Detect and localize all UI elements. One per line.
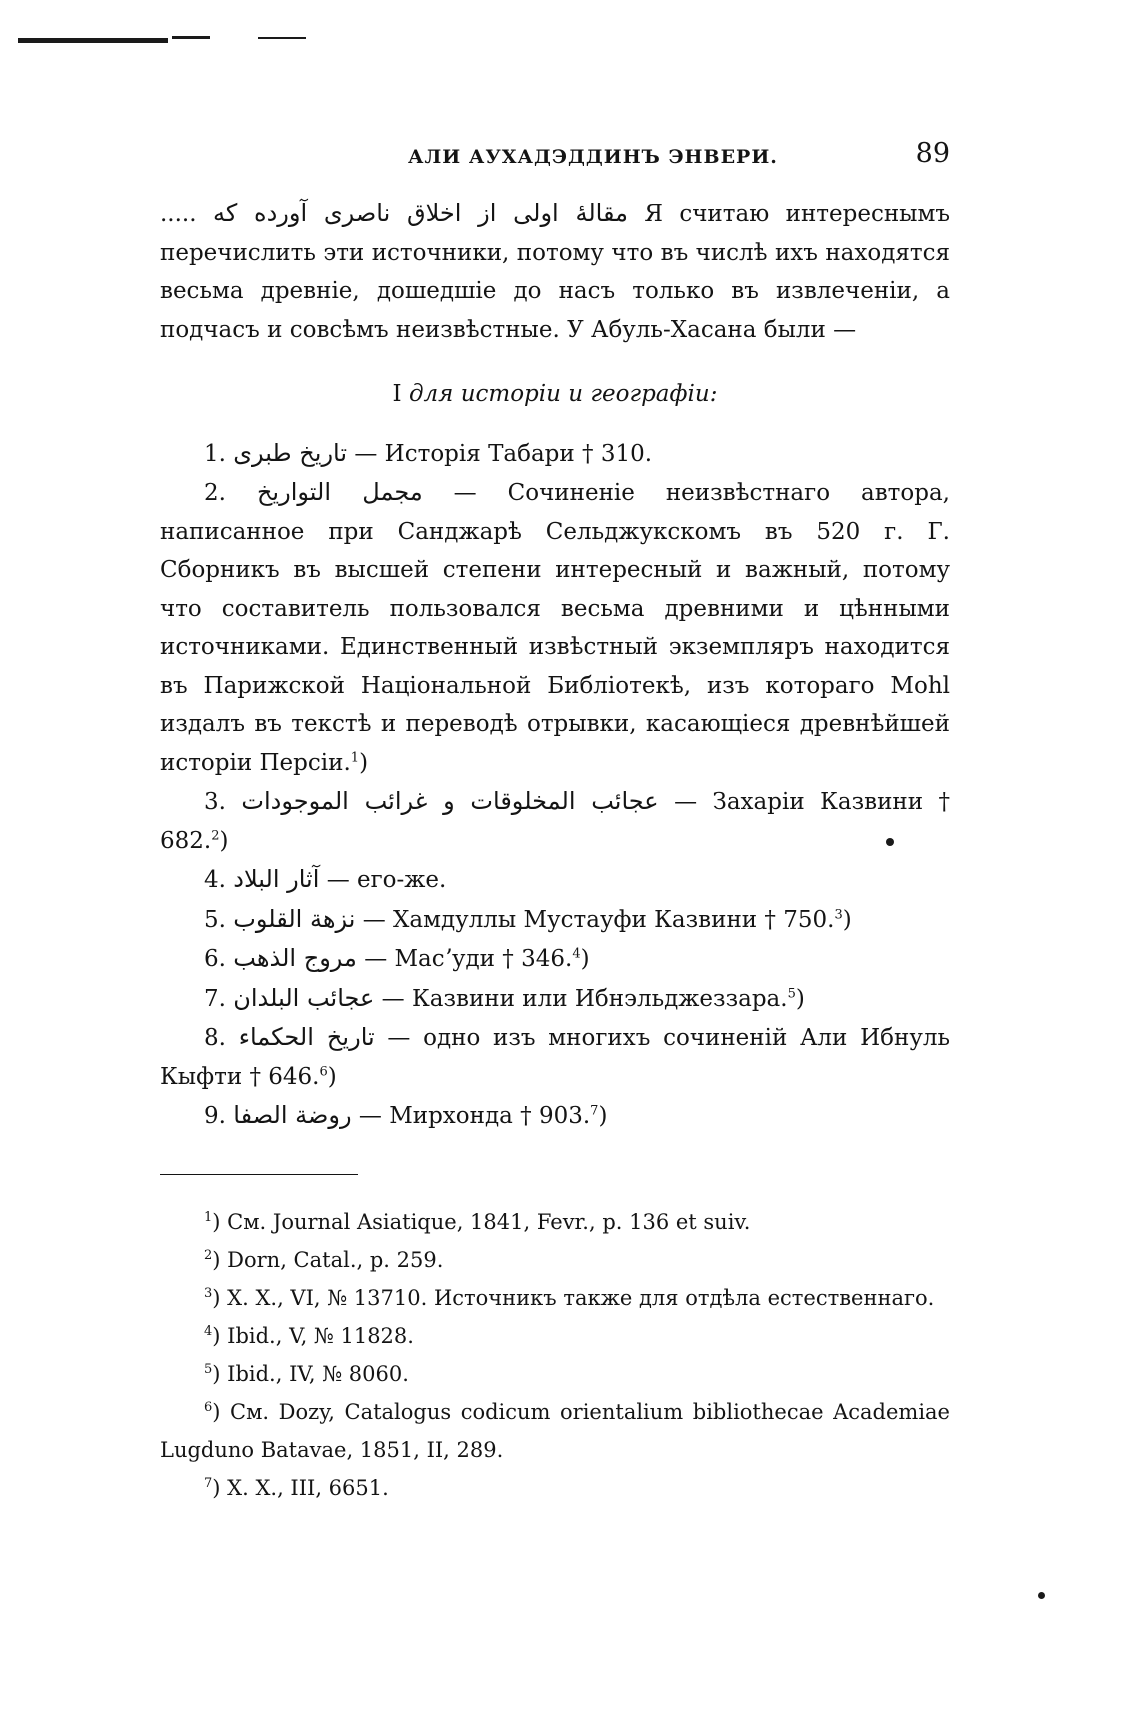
intro-arabic: مقالهٔ اولی از اخلاق ناصری آورده که (212, 199, 628, 227)
intro-text: Я считаю интереснымъ перечислить эти источники, потому что въ числѣ ихъ находятся весьма древніе, дошедшіе до насъ только въ извлеченіи, а подчасъ и совсѣмъ неизвѣстные. У Абуль-Хасана были — (160, 201, 951, 343)
source-number: 2. (204, 480, 226, 506)
footnote: $^1$) См. Journal Asiatique, 1841, Fevr., p. 136 et suiv. (204, 1209, 751, 1234)
source-item (160, 434, 950, 474)
source-number: 9. (204, 1103, 226, 1129)
footnote-ref: 5 (787, 985, 796, 1001)
footnote-text: См. Journal Asiatique, 1841, Fevr., p. 136 et suiv. (227, 1209, 751, 1234)
source-item: 6. مروج الذهب — Масʼуди † 346.$^4$) (204, 944, 590, 972)
source-description: — Мирхонда † 903. (358, 1103, 591, 1129)
footnote-ref: 3 (834, 906, 843, 922)
footnote-ref: 7 (590, 1103, 599, 1119)
footnote-text: X. X., VI, № 13710. Источникъ также для отдѣла естественнаго. (227, 1285, 935, 1310)
source-number: 6. (204, 946, 226, 972)
footnote-text: Dorn, Catal., p. 259. (227, 1247, 444, 1272)
section-numeral: I (392, 381, 402, 407)
footnote: $^6$) См. Dozy, Catalogus codicum orientalium bibliothecae Academiae Lugduno Batavae, 1851, II, 289. (160, 1399, 950, 1462)
source-item: 9. روضة الصفا — Мирхонда † 903.$^7$) (204, 1101, 608, 1129)
source-arabic-title: آثار البلاد (233, 865, 320, 893)
source-arabic-title: مجمل التواريخ (256, 478, 423, 506)
footnote-mark: 4 (204, 1323, 213, 1339)
section-title: для исторіи и географіи: (408, 381, 718, 407)
scan-artifact-bar (258, 37, 306, 39)
source-description: — Исторія Табари † 310. (354, 440, 653, 467)
footnote-text: Ibid., V, № 11828. (227, 1323, 414, 1348)
source-item (160, 860, 950, 900)
footnote-text: См. Dozy, Catalogus codicum orientalium bibliothecae Academiae Lugduno Batavae, 1851, II, 289. (160, 1399, 950, 1462)
footnote-mark: 6 (204, 1399, 213, 1415)
footnote-mark: 7 (204, 1475, 213, 1491)
footnote-separator (160, 1174, 358, 1175)
footnote-ref: 4 (572, 946, 581, 962)
footnote: $^5$) Ibid., IV, № 8060. (204, 1361, 409, 1386)
source-arabic-title: عجائب المخلوقات و غرائب الموجودات (241, 787, 659, 815)
source-description: — одно изъ многихъ сочиненій Али Ибнуль Кыфти † 646. (160, 1025, 951, 1090)
source-item: 2. مجمل التواريخ — Сочиненіе неизвѣстнаго автора, написанное при Санджарѣ Сельджукскомъ въ 520 г. Г. Сборникъ въ высшей степени интересный и важный, потому что составитель пользовался весьма древними и цѣнными источниками. Единственный извѣстный экземпляръ находится въ Парижской Національной Библіотекѣ, изъ котораго Mohl издалъ въ текстѣ и переводѣ отрывки, касающіеся древнѣйшей исторіи Персіи.$^1$) (160, 478, 950, 776)
source-arabic-title: تاريخ الحكماء (238, 1023, 375, 1051)
source-arabic-title: نزهة القلوب (233, 904, 356, 933)
footnote: $^2$) Dorn, Catal., p. 259. (204, 1247, 444, 1272)
source-number: 1. (204, 440, 226, 467)
scan-speck (1038, 1592, 1045, 1599)
intro-paragraph (160, 194, 950, 349)
page-content (160, 194, 950, 1507)
source-description: — Сочиненіе неизвѣстнаго автора, написанное при Санджарѣ Сельджукскомъ въ 520 г. Г. Сборникъ въ высшей степени интересный и важный, потому что составитель пользовался весьма древними и цѣнными источниками. Единственный извѣстный экземпляръ находится въ Парижской Національной Библіотекѣ, изъ котораго Mohl издалъ въ текстѣ и переводѣ отрывки, касающіеся древнѣйшей исторіи Персіи. (160, 480, 950, 776)
source-number: 8. (204, 1025, 226, 1051)
scan-artifact-bar (172, 36, 210, 39)
footnote-text: Ibid., IV, № 8060. (227, 1361, 409, 1386)
source-description: — его-же. (326, 867, 447, 893)
footnote-ref: 1 (350, 749, 360, 765)
source-item: 3. عجائب المخلوقات و غرائب الموجودات — Захаріи Казвини † 682.$^2$) (160, 787, 951, 854)
page-number: 89 (915, 138, 950, 169)
source-arabic-title: مروج الذهب (233, 944, 357, 972)
footnote-mark: 1 (204, 1209, 213, 1225)
source-number: 3. (204, 789, 226, 815)
scan-speck (886, 838, 894, 846)
running-title: АЛИ АУХАДЭДДИНЪ ЭНВЕРИ. (408, 146, 778, 168)
footnote-mark: 5 (204, 1361, 213, 1377)
scan-artifact-bar (18, 38, 168, 43)
intro-dots: ..... (160, 201, 197, 227)
footnote-mark: 3 (204, 1285, 213, 1301)
footnotes (160, 1203, 950, 1507)
footnote: $^4$) Ibid., V, № 11828. (204, 1323, 414, 1348)
footnote-mark: 2 (204, 1247, 213, 1263)
sources-list (160, 434, 950, 1136)
source-description: — Захаріи Казвини † 682. (160, 789, 951, 854)
section-heading (160, 375, 950, 414)
footnote-ref: 6 (319, 1063, 328, 1079)
source-description: — Казвини или Ибнэльджеззара. (381, 985, 788, 1012)
source-number: 7. (204, 985, 226, 1012)
source-description: — Масʼуди † 346. (364, 946, 573, 972)
source-arabic-title: روضة الصفا (233, 1101, 352, 1129)
source-number: 5. (204, 906, 226, 933)
footnote: $^7$) X. X., III, 6651. (204, 1475, 389, 1500)
source-item: 7. عجائب البلدان — Казвини или Ибнэльджеззара.$^5$) (204, 983, 805, 1012)
footnote-text: X. X., III, 6651. (227, 1475, 389, 1500)
footnote-ref: 2 (211, 827, 220, 843)
source-item: 8. تاريخ الحكماء — одно изъ многихъ сочиненій Али Ибнуль Кыфти † 646.$^6$) (160, 1023, 951, 1090)
footnote: $^3$) X. X., VI, № 13710. Источникъ также для отдѣла естественнаго. (204, 1285, 935, 1310)
source-description: — Хамдуллы Мустауфи Казвини † 750. (362, 906, 835, 933)
source-arabic-title: عجائب البلدان (233, 983, 375, 1012)
source-arabic-title: تاريخ طبرى (233, 438, 348, 467)
source-number: 4. (204, 867, 226, 893)
page-header (160, 138, 950, 178)
source-item: 5. نزهة القلوب — Хамдуллы Мустауфи Казвини † 750.$^3$) (204, 904, 852, 933)
